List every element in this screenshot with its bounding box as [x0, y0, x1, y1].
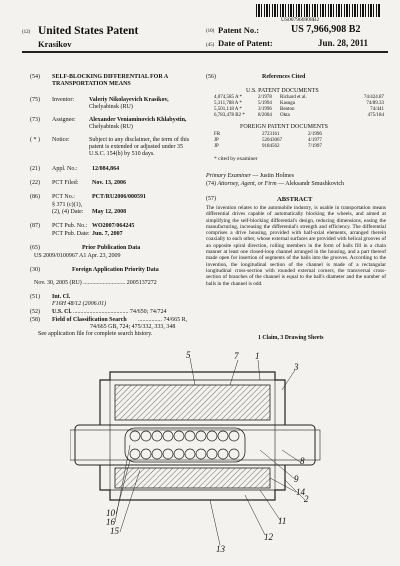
label-10: 10: [106, 508, 115, 518]
us-doc-number: 6,783,478 B2 *: [214, 113, 245, 118]
pct-filed-label: PCT Filed:: [52, 180, 79, 186]
label-2: 2: [304, 494, 309, 504]
us-docs-heading: U.S. PATENT DOCUMENTS: [246, 88, 319, 94]
uscl-code: (52): [30, 309, 40, 315]
field-value-3: See application file for complete search history.: [38, 331, 153, 337]
abstract-heading: ABSTRACT: [277, 196, 313, 203]
intcl-code: (51): [30, 294, 40, 300]
assignee-code: (73): [30, 117, 40, 123]
us-doc-class: 74/424.87: [363, 95, 384, 100]
intcl-value: F16H 48/12 (2006.01): [52, 301, 107, 307]
us-doc-date: 8/2004: [258, 113, 272, 118]
intcl-label: Int. Cl.: [52, 294, 71, 300]
attorney-name: — Aleksandr Smushkovich: [278, 181, 345, 187]
us-doc-number: 5,501,118 A *: [214, 107, 242, 112]
primary-examiner-label: Primary Examiner: [206, 173, 251, 179]
foreign-doc-date: 7/1997: [308, 144, 322, 149]
foreign-doc-date: 4/1977: [308, 138, 322, 143]
inventor-label: Inventor:: [52, 97, 74, 103]
appl-value: 12/084,864: [92, 166, 120, 172]
notice-line-2: patent is extended or adjusted under 35: [89, 144, 183, 150]
attorney-line: [206, 181, 344, 188]
pub-no-value: WO2007/064245: [92, 223, 135, 229]
us-doc-class: 74/89.33: [366, 101, 384, 106]
attorney-code: (74): [206, 181, 216, 187]
pub-no-code: (87): [30, 223, 40, 229]
inventor-code: (75): [30, 97, 40, 103]
field-value-1: ................ 74/665 R,: [138, 317, 188, 323]
foreign-value: Nov. 30, 2005 (RU) ............................ 2005137272: [34, 280, 157, 286]
field-code: (58): [30, 317, 40, 323]
us-doc-number: 4,074,585 A *: [214, 95, 243, 100]
us-doc-row: [214, 113, 386, 119]
date-label: Date of Patent:: [218, 38, 273, 48]
label-11: 11: [278, 516, 287, 526]
us-doc-date: 3/1996: [258, 107, 272, 112]
foreign-doc-country: JP: [214, 144, 219, 149]
abstract-text: The invention relates to the automobile industry, is usable in transportation means differential drives capable of automatically blocking the wheels, and aimed at simplifying the self-blocking differential's design, reducing dimensions, easing the manufacturing, increasing the differential's strength and efficiency. The differential comprises a drive housing, provided with half-axial elements, arranged therein coaxially to each other, whose external surfaces are provided with helical grooves of an opposite spiral direction, rolling members in the form of balls fill in a chain manner at least one closed-loop channel arranged in the housing, and a part thereof made open for insertion of segments of the balls into the grooves. According to the invention, the longitudinal section of the channel is made of a rectangular longitudinal cross-section with rounded external corners, the transversal cross-section of branches of the channel is equal to the ball's diameter and the number of balls in the channel is odd.: [206, 205, 386, 287]
notice-line-1: Subject to any disclaimer, the term of this: [89, 137, 190, 143]
refs-heading: References Cited: [262, 74, 306, 80]
s371-value: May 12, 2008: [92, 209, 127, 215]
us-doc-date: 5/1994: [258, 101, 272, 106]
field-value-2: 74/665 GB, 724; 475/332, 333, 348: [90, 324, 176, 330]
us-doc-name: Okta: [280, 113, 290, 118]
foreign-code: (30): [30, 267, 40, 273]
label-9: 9: [294, 474, 299, 484]
attorney-label: Attorney, Agent, or Firm: [217, 181, 277, 187]
foreign-docs-list: [214, 132, 374, 150]
us-doc-class: 475/184: [367, 113, 384, 118]
claims-summary: 1 Claim, 3 Drawing Sheets: [258, 335, 324, 341]
pub-no-label: PCT Pub. No.:: [52, 223, 88, 229]
barcode-number: US007966908B2: [281, 17, 320, 23]
primary-examiner-name: — Justin Holmes: [252, 173, 294, 179]
foreign-docs-heading: FOREIGN PATENT DOCUMENTS: [240, 124, 329, 130]
uscl-value: ..................................... 74/650; 74/724: [73, 309, 167, 315]
s371-line-1: § 371 (c)(1),: [52, 202, 83, 208]
foreign-doc-number: 52043067: [262, 138, 282, 143]
label-13: 13: [216, 544, 225, 554]
pct-no-code: (86): [30, 194, 40, 200]
patent-number: US 7,966,908 B2: [291, 24, 361, 35]
pub-date-label: PCT Pub. Date:: [52, 231, 90, 237]
label-14: 14: [296, 487, 305, 497]
us-docs-list: [214, 95, 386, 119]
us-doc-class: 74/441: [370, 107, 384, 112]
patent-drawing: [70, 350, 330, 560]
foreign-doc-number: 9184562: [262, 144, 280, 149]
label-16: 16: [106, 517, 115, 527]
field-label: Field of Classification Search: [52, 317, 127, 323]
code-12: (12): [22, 30, 31, 35]
uscl-label: U.S. Cl.: [52, 309, 72, 315]
abstract-code: (57): [206, 196, 216, 202]
pct-no-label: PCT No.:: [52, 194, 75, 200]
notice-line-3: U.S.C. 154(b) by 510 days.: [89, 151, 155, 157]
us-doc-date: 2/1978: [258, 95, 272, 100]
primary-examiner-line: [206, 173, 294, 180]
label-12: 12: [264, 532, 273, 542]
foreign-doc-country: JP: [214, 138, 219, 143]
pct-filed-code: (22): [30, 180, 40, 186]
label-1: 1: [255, 351, 260, 361]
label-7: 7: [234, 351, 239, 361]
barcode: [256, 4, 380, 17]
refs-code: (56): [206, 74, 216, 80]
us-doc-name: Richard et al.: [280, 95, 307, 100]
header-rule: [22, 51, 388, 53]
notice-label: Notice:: [52, 137, 70, 143]
foreign-doc-country: FR: [214, 132, 221, 137]
foreign-doc-row: [214, 144, 374, 150]
appl-label: Appl. No.:: [52, 166, 78, 172]
patent-date: Jun. 28, 2011: [318, 38, 369, 48]
pct-no-value: PCT/RU2006/000591: [92, 194, 146, 200]
title-code: (54): [30, 74, 40, 80]
foreign-doc-date: 2/1996: [308, 132, 322, 137]
code-10: (10): [206, 29, 215, 34]
pub-date-value: Jun. 7, 2007: [92, 231, 123, 237]
code-45: (45): [206, 43, 215, 48]
assignee-label: Assignee:: [52, 117, 76, 123]
label-8: 8: [300, 456, 305, 466]
us-doc-name: Benton: [280, 107, 295, 112]
cited-note: * cited by examiner: [214, 156, 258, 162]
title-line-1: SELF-BLOCKING DIFFERENTIAL FOR A: [52, 74, 169, 80]
us-doc-name: Kasuga: [280, 101, 295, 106]
prior-heading: Prior Publication Data: [82, 245, 141, 251]
foreign-heading: Foreign Application Priority Data: [72, 267, 159, 273]
notice-code: ( * ): [30, 137, 40, 143]
prior-code: (65): [30, 245, 40, 251]
pct-filed-value: Nov. 13, 2006: [92, 180, 127, 186]
assignee-city: Chelyabinsk (RU): [89, 124, 133, 130]
s371-line-2: (2), (4) Date:: [52, 209, 84, 215]
label-15: 15: [110, 526, 119, 536]
label-5: 5: [186, 350, 191, 360]
inventor-name: Valeriy Nikolayevich Krasikov,: [89, 97, 169, 103]
assignee-name: Alexander Veniaminovich Khlabystin,: [89, 117, 187, 123]
appl-code: (21): [30, 166, 40, 172]
title-line-2: TRANSPORTATION MEANS: [52, 81, 131, 87]
prior-value: US 2009/0100967 A1 Apr. 23, 2009: [34, 253, 121, 259]
inventor-short: Krasikov: [38, 39, 72, 49]
foreign-doc-number: 2723161: [262, 132, 280, 137]
us-doc-number: 5,311,788 A *: [214, 101, 242, 106]
document-type: United States Patent: [38, 25, 139, 37]
inventor-city: Chelyabinsk (RU): [89, 104, 133, 110]
label-3: 3: [294, 362, 299, 372]
patent-no-label: Patent No.:: [218, 25, 260, 35]
